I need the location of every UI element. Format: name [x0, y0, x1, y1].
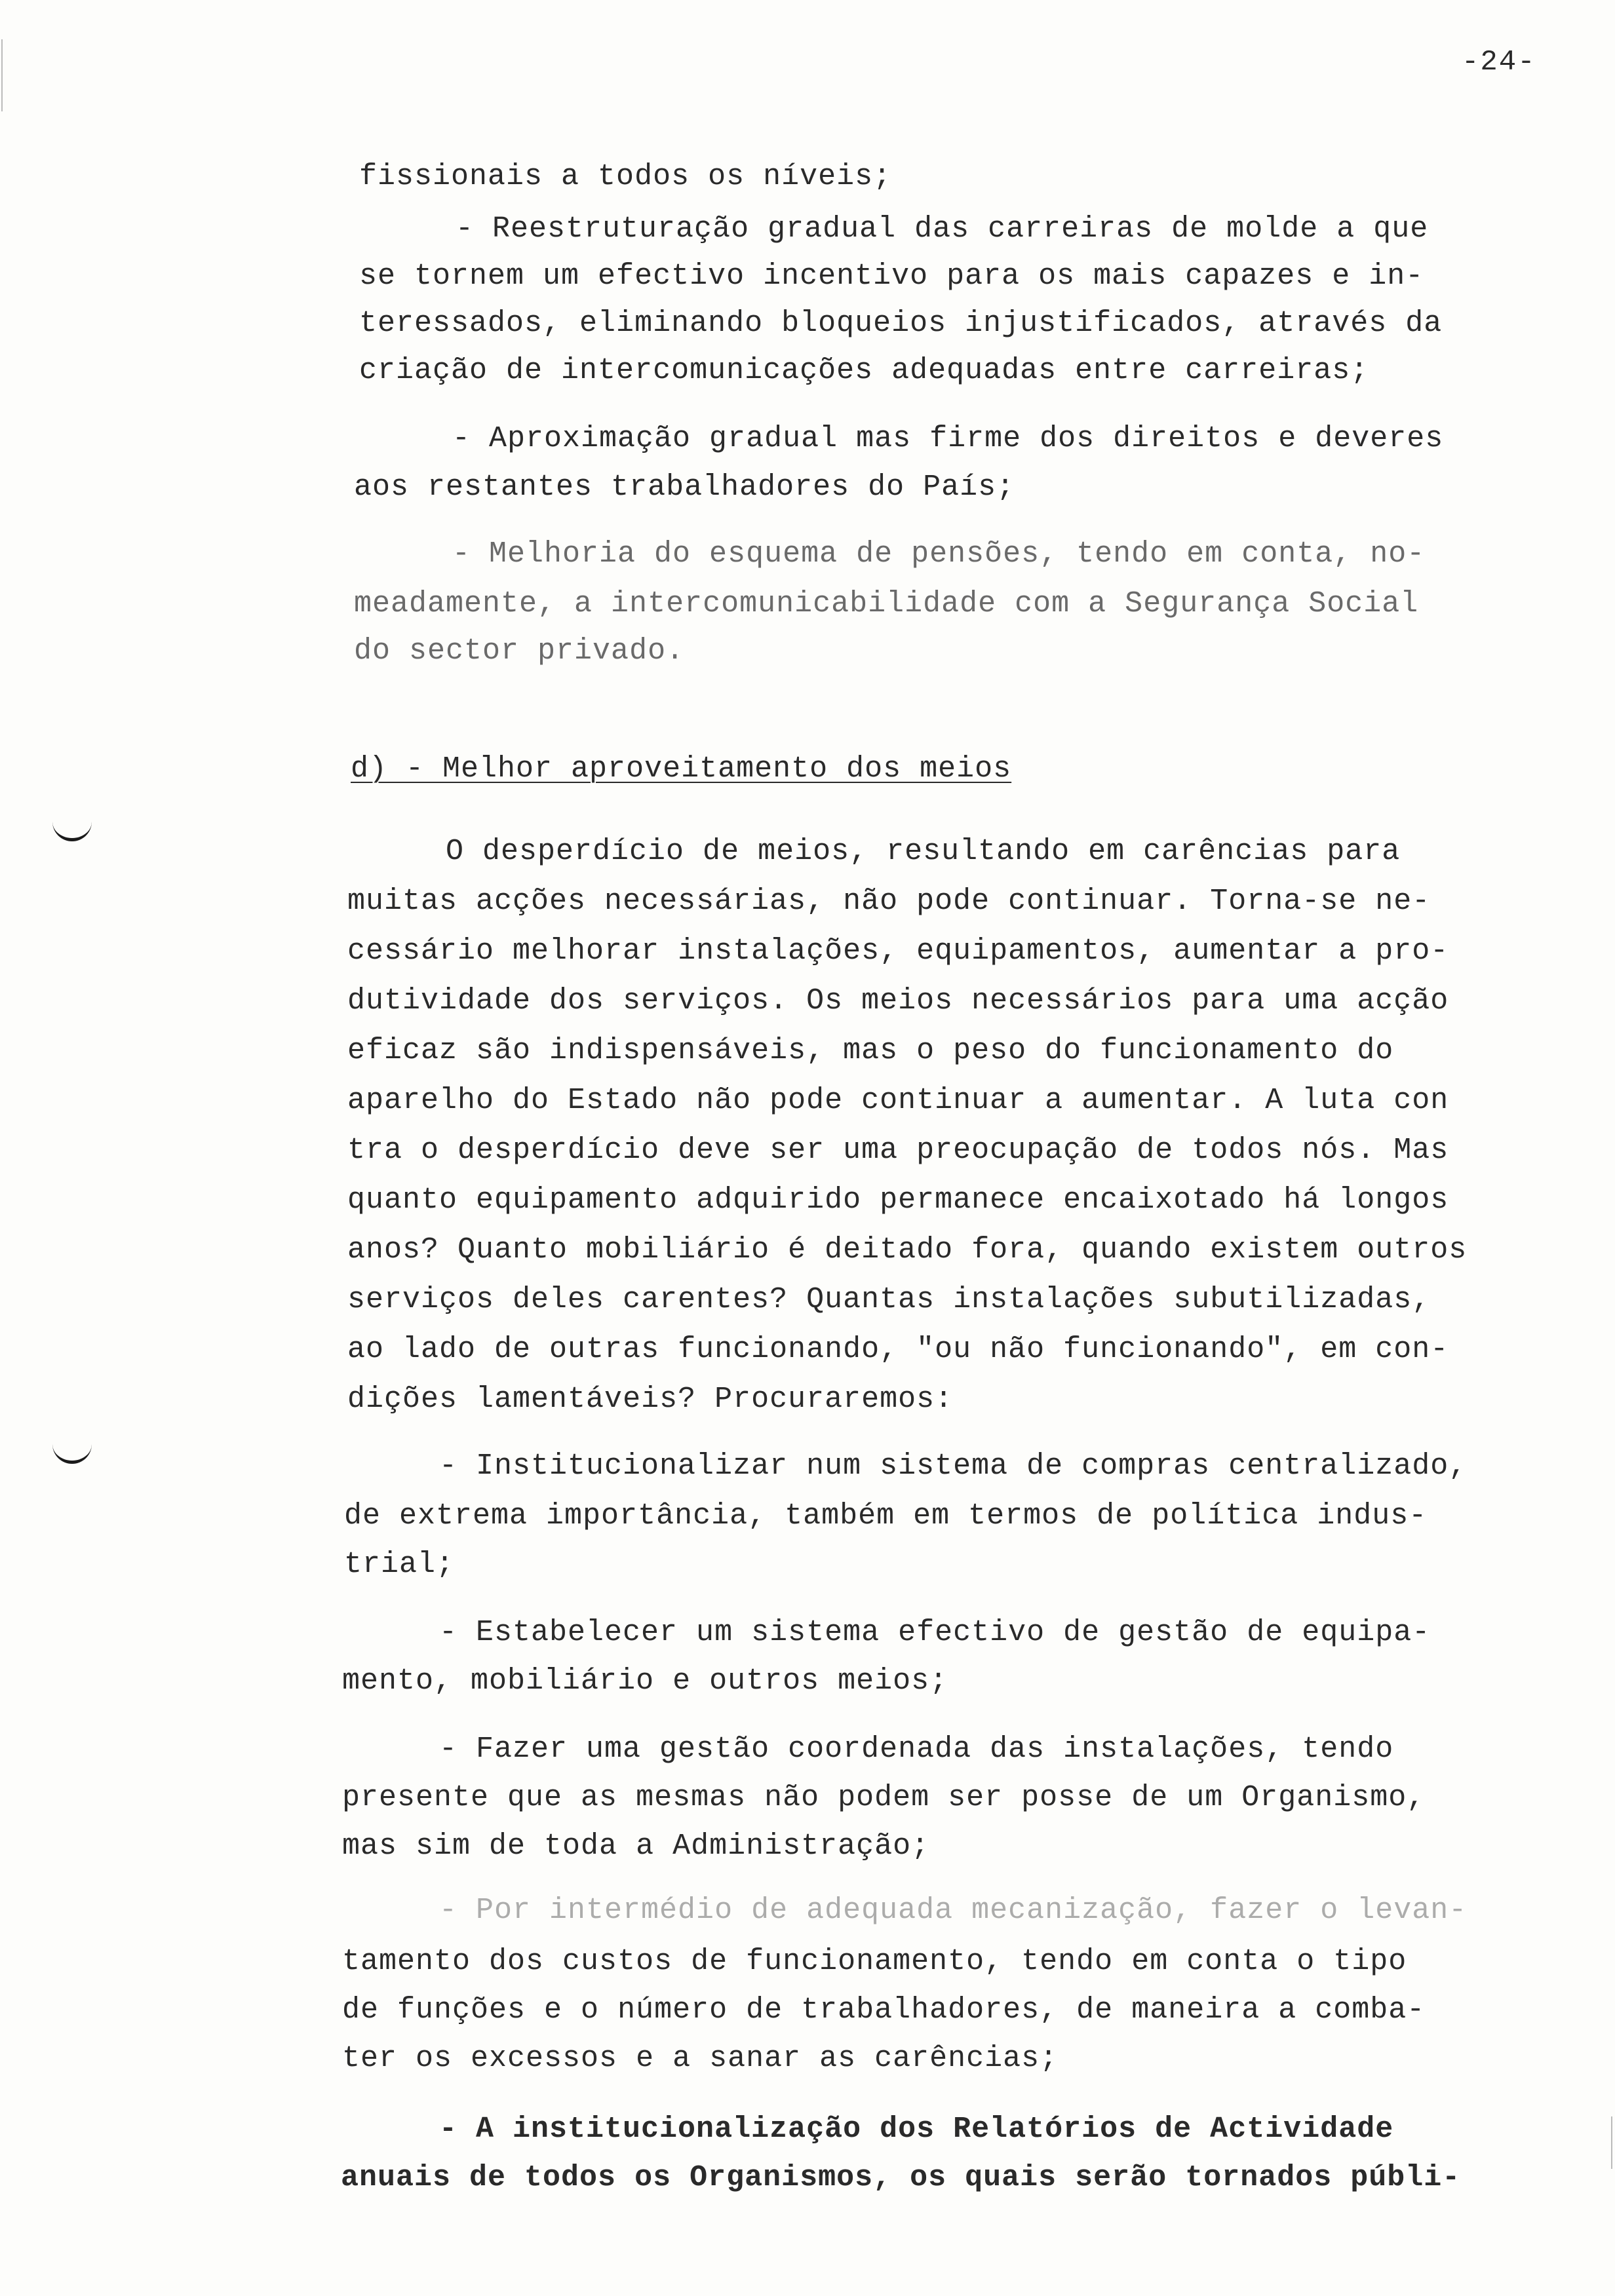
left-edge-tick [1, 39, 3, 111]
text-line: aparelho do Estado não pode continuar a aumentar. A luta con [347, 1084, 1449, 1117]
margin-mark-bottom [52, 1438, 92, 1464]
text-line: presente que as mesmas não podem ser posse de um Organismo, [342, 1781, 1426, 1814]
text-line: serviços deles carentes? Quantas instalações subutilizadas, [347, 1283, 1431, 1316]
text-line: anos? Quanto mobiliário é deitado fora, quando existem outros [347, 1233, 1468, 1267]
text-line: dições lamentáveis? Procuraremos: [347, 1383, 954, 1416]
text-line: ter os excessos e a sanar as carências; [342, 2042, 1059, 2075]
text-line-faded: - Por intermédio de adequada mecanização, fazer o levan- [439, 1894, 1468, 1927]
text-line: muitas acções necessárias, não pode continuar. Torna-se ne- [347, 885, 1431, 918]
text-line: eficaz são indispensáveis, mas o peso do funcionamento do [347, 1034, 1394, 1067]
text-line: - Reestruturação gradual das carreiras de molde a que [456, 212, 1429, 246]
text-line: - Aproximação gradual mas firme dos direitos e deveres [452, 422, 1444, 455]
text-line: fissionais a todos os níveis; [359, 160, 892, 193]
text-line: - Fazer uma gestão coordenada das instalações, tendo [439, 1732, 1394, 1766]
text-line: - Estabelecer um sistema efectivo de gestão de equipa- [439, 1616, 1431, 1649]
text-line: aos restantes trabalhadores do País; [354, 470, 1015, 504]
section-heading [351, 752, 1011, 786]
text-line: meadamente, a intercomunicabilidade com a Segurança Social [354, 587, 1419, 621]
text-line: dutividade dos serviços. Os meios necessários para uma acção [347, 984, 1449, 1018]
text-line: anuais de todos os Organismos, os quais serão tornados públi- [341, 2161, 1461, 2194]
text-line: se tornem um efectivo incentivo para os mais capazes e in- [359, 259, 1424, 293]
text-line: trial; [344, 1548, 455, 1581]
text-line: teressados, eliminando bloqueios injustificados, através da [359, 307, 1443, 340]
text-line: criação de intercomunicações adequadas entre carreiras; [359, 354, 1369, 387]
right-edge-tick [1611, 2116, 1612, 2169]
text-line: - Melhoria do esquema de pensões, tendo em conta, no- [452, 537, 1426, 571]
text-line: do sector privado. [354, 634, 685, 668]
text-line: ao lado de outras funcionando, "ou não funcionando", em con- [347, 1333, 1449, 1366]
text-line: quanto equipamento adquirido permanece encaixotado há longos [347, 1183, 1449, 1217]
text-line: - A institucionalização dos Relatórios de Actividade [439, 2113, 1394, 2146]
text-line: cessário melhorar instalações, equipamentos, aumentar a pro- [347, 934, 1449, 968]
text-line: - Institucionalizar num sistema de compras centralizado, [439, 1449, 1468, 1483]
text-line: mas sim de toda a Administração; [342, 1829, 930, 1863]
text-line: de extrema importância, também em termos de política indus- [344, 1499, 1428, 1533]
text-line: tra o desperdício deve ser uma preocupação de todos nós. Mas [347, 1134, 1449, 1167]
section-heading-text: d) - Melhor aproveitamento dos meios [351, 752, 1012, 786]
text-line: O desperdício de meios, resultando em carências para [446, 835, 1401, 868]
text-line: tamento dos custos de funcionamento, tendo em conta o tipo [342, 1945, 1407, 1978]
text-line: mento, mobiliário e outros meios; [342, 1664, 948, 1698]
page-number: -24- [1462, 46, 1536, 79]
margin-mark-top [52, 816, 92, 841]
text-line: de funções e o número de trabalhadores, de maneira a comba- [342, 1993, 1426, 2027]
